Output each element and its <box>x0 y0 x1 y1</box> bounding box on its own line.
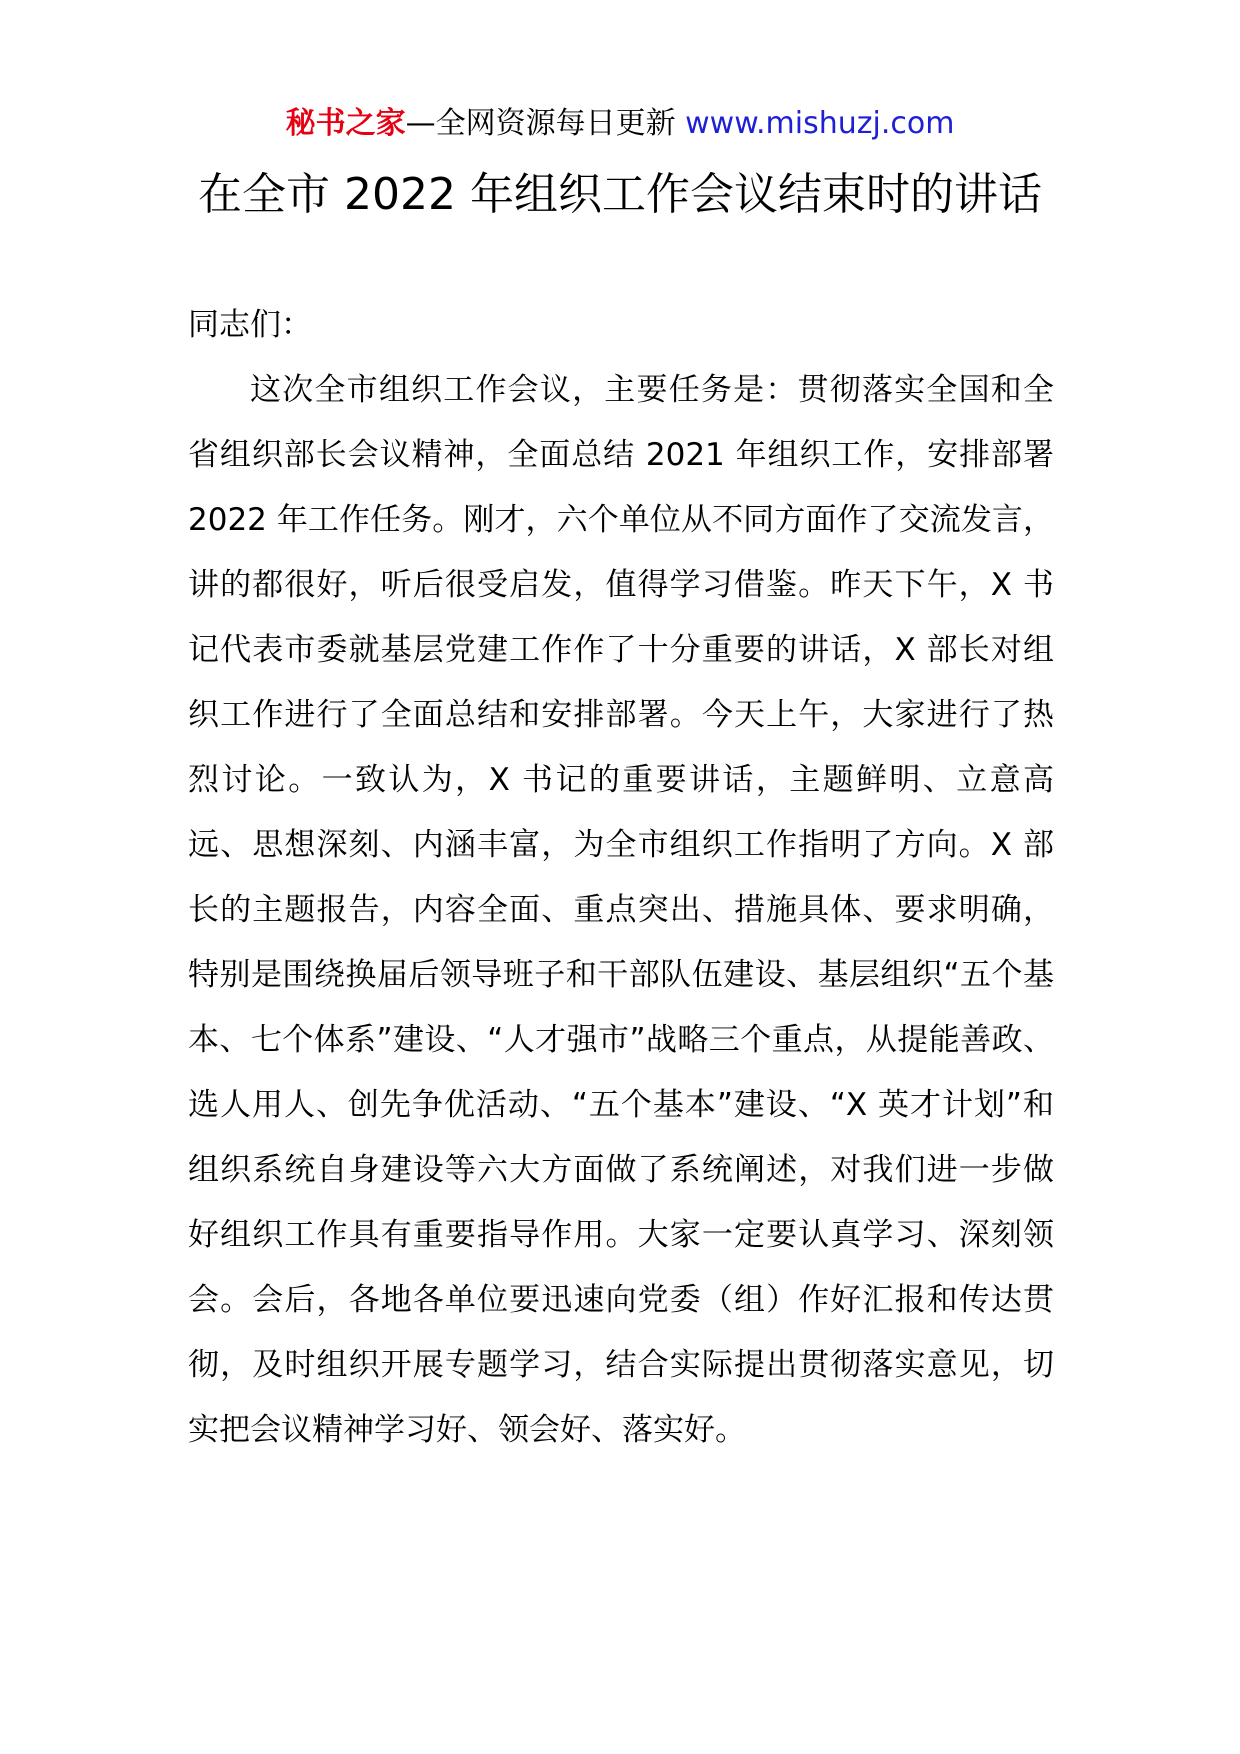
salutation: 同志们： <box>188 307 312 343</box>
site-tagline: —全网资源每日更新 <box>405 106 686 141</box>
site-header-banner <box>0 104 1240 144</box>
document-title: 在全市 2022 年组织工作会议结束时的讲话 <box>198 169 1042 220</box>
body-paragraph: 这次全市组织工作会议，主要任务是：贯彻落实全国和全省组织部长会议精神，全面总结 2021 年组织工作，安排部署 2022 年工作任务。刚才，六个单位从不同方面作了交流发言，讲的都很好，听后很受启发，值得学习借鉴。昨天下午，X 书记代表市委就基层党建工作作了十分重要的讲话，X 部长对组织工作进行了全面总结和安排部署。今天上午，大家进行了热烈讨论。一致认为，X 书记的重要讲话，主题鲜明、立意高远、思想深刻、内涵丰富，为全市组织工作指明了方向。X 部长的主题报告，内容全面、重点突出、措施具体、要求明确，特别是围绕换届后领导班子和干部队伍建设、基层组织“五个基本、七个体系”建设、“人才强市”战略三个重点，从提能善政、选人用人、创先争优活动、“五个基本”建设、“X 英才计划”和组织系统自身建设等六大方面做了系统阐述，对我们进一步做好组织工作具有重要指导作用。大家一定要认真学习、深刻领会。会后，各地各单位要迅速向党委（组）作好汇报和传达贯彻，及时组织开展专题学习，结合实际提出贯彻落实意见，切实把会议精神学习好、领会好、落实好。 <box>188 372 1054 1448</box>
site-brand-name: 秘书之家 <box>285 106 406 141</box>
site-url-link[interactable]: www.mishuzj.com <box>685 106 955 141</box>
document-body <box>188 293 1054 1463</box>
